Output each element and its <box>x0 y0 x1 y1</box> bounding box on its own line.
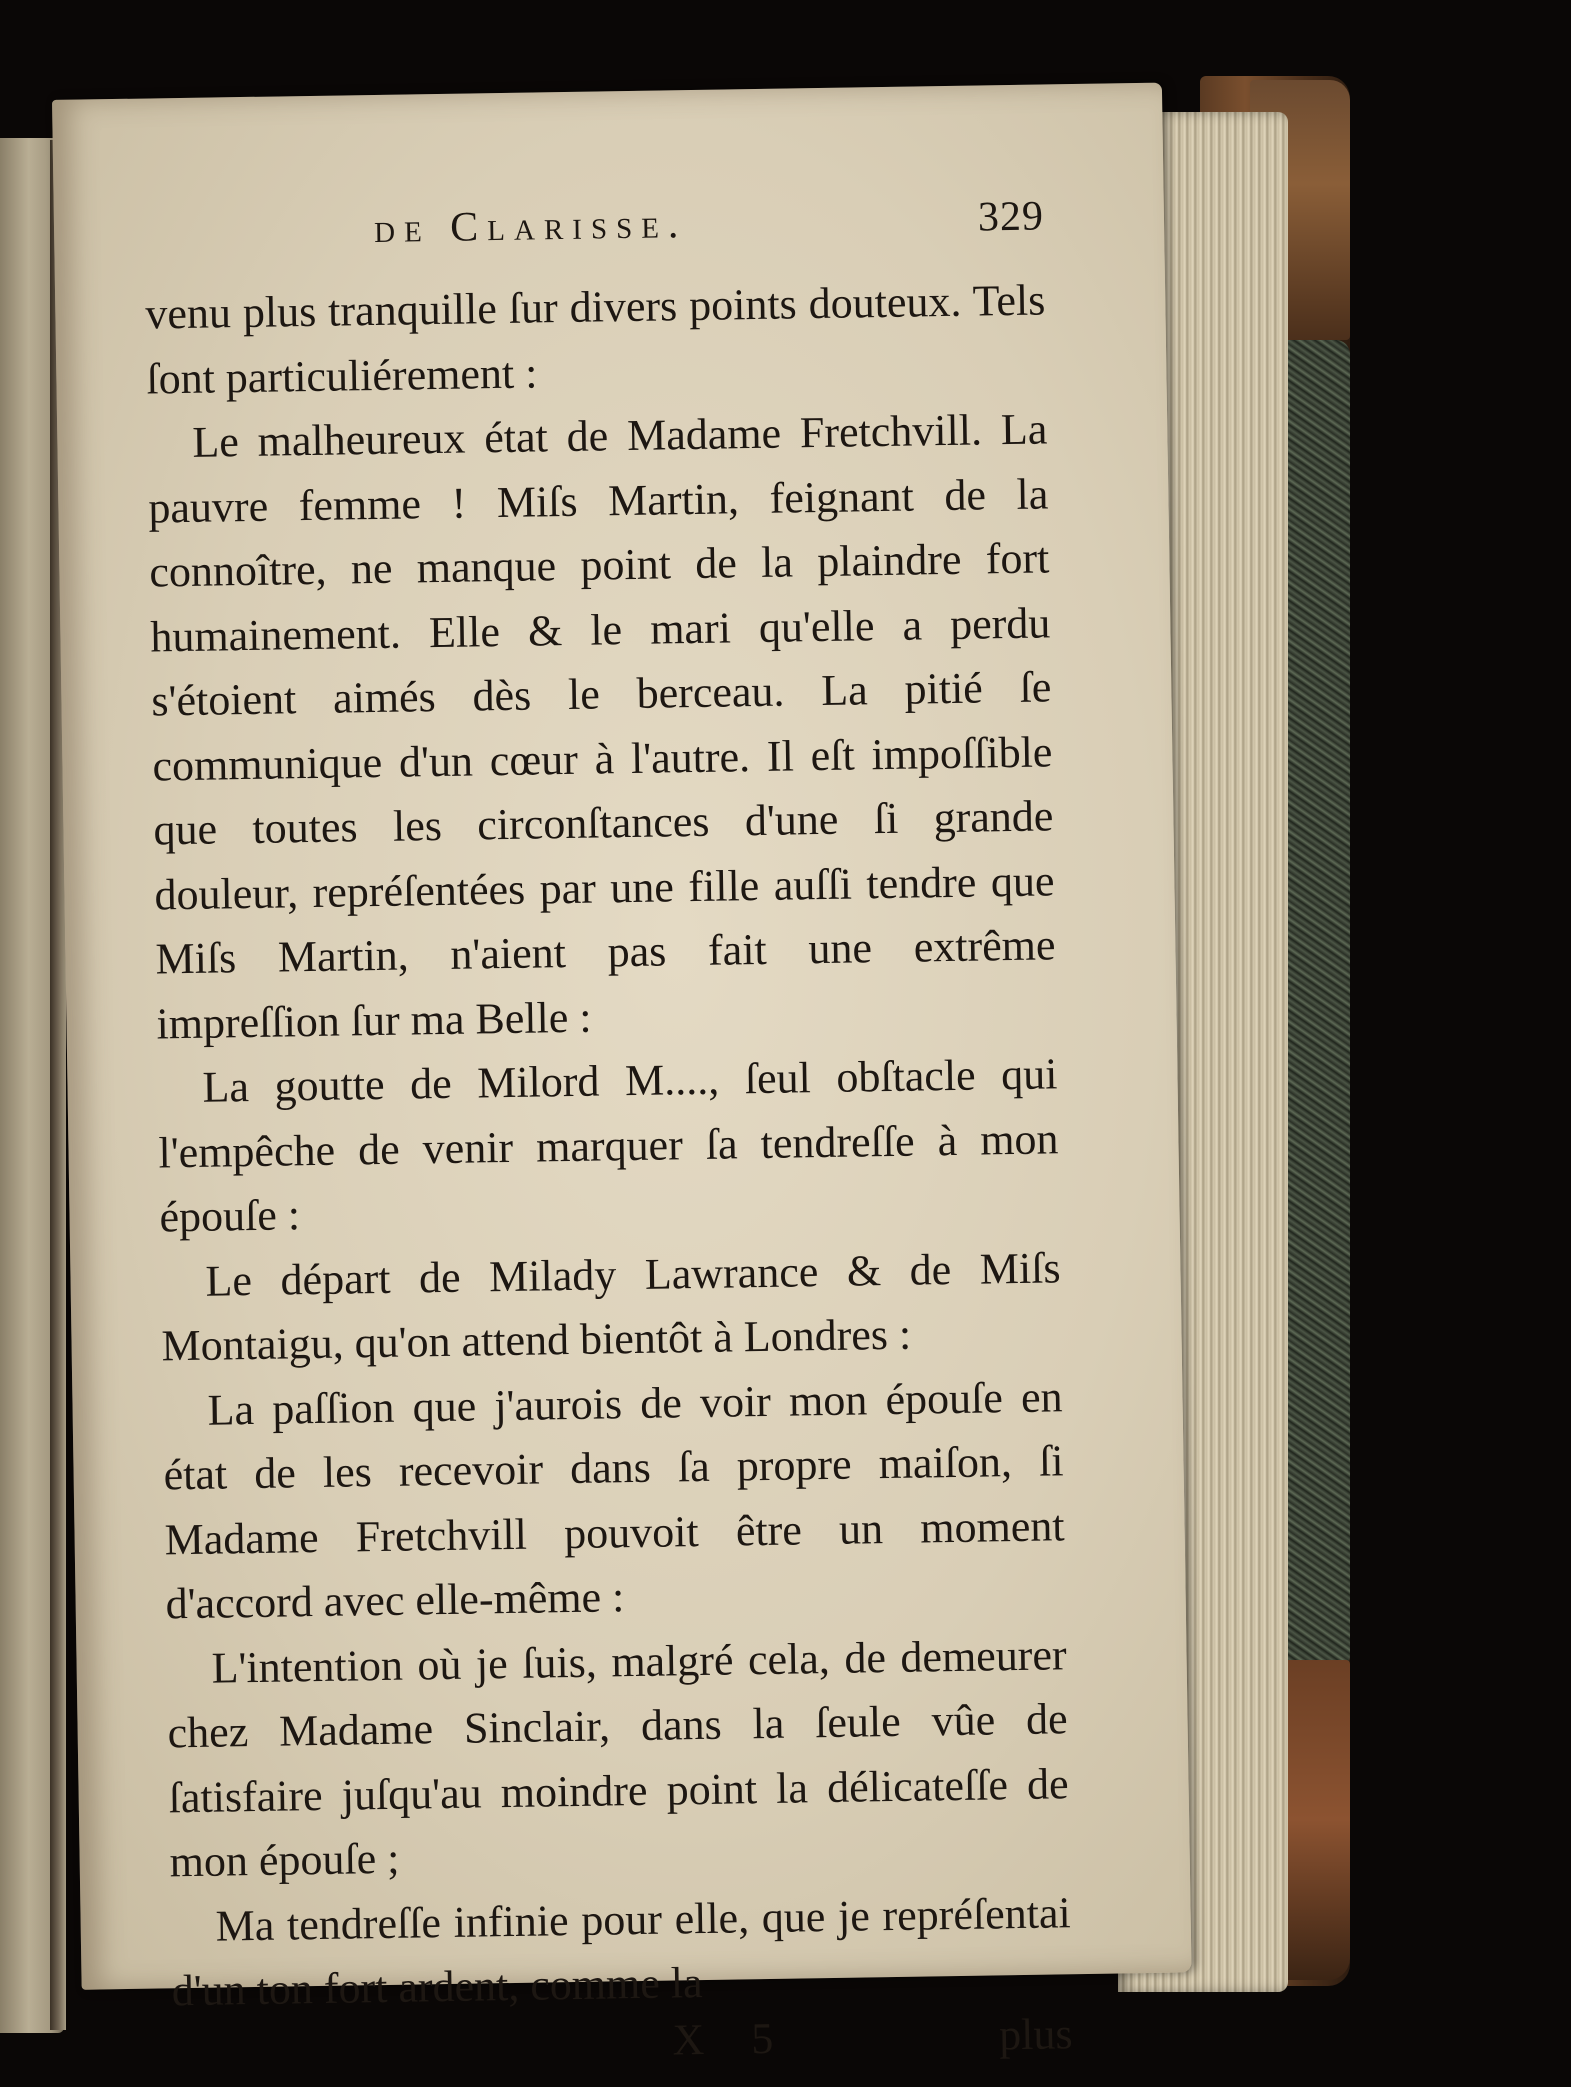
page-header <box>143 174 1044 278</box>
paragraph: La paſſion que j'aurois de voir mon épouſe en état de les recevoir dans ſa propre maiſon, ſi Madame Fretchvill pouvoit être un moment d'accord avec elle-même : <box>163 1371 1065 1629</box>
paragraph: Ma tendreſſe infinie pour elle, que je repréſentai d'un ton fort ardent, comme la <box>171 1887 1071 2016</box>
page-number: 329 <box>977 193 1045 241</box>
page-text-block <box>143 174 1073 2085</box>
paragraph: Le départ de Milady Lawrance & de Miſs Montaigu, qu'on attend bientôt à Londres : <box>161 1242 1061 1371</box>
catchword: plus <box>998 2008 1073 2059</box>
paragraph: Le malheureux état de Madame Fretchvill. La pauvre femme ! Miſs Martin, feignant de la connoître, ne manque point de la plaindre fort humainement. Elle & le mari qu'elle a perdu s'étoient aimés dès le berceau. La pitié ſe communique d'un cœur à l'autre. Il eſt impoſſible que toutes les circonſtances d'une ſi grande douleur, repréſentées par une fille auſſi tendre que Miſs Martin, n'aient pas fait une extrême impreſſion ſur ma Belle : <box>148 404 1056 1048</box>
signature-mark: X 5 <box>672 2013 792 2064</box>
paragraph: L'intention où je ſuis, malgré cela, de demeurer chez Madame Sinclair, dans la ſeule vûe de ſatisfaire juſqu'au moindre point la délicateſſe de mon épouſe ; <box>167 1629 1069 1887</box>
running-title: de Clarisse. <box>373 201 688 252</box>
body-text <box>145 268 1072 2023</box>
paragraph: La goutte de Milord M...., ſeul obſtacle qui l'empêche de venir marquer ſa tendreſſe à mon épouſe : <box>158 1049 1059 1242</box>
paragraph: venu plus tranquille ſur divers points douteux. Tels ſont particuliérement : <box>144 275 1046 404</box>
book-page <box>52 83 1192 2064</box>
page-footer <box>172 2008 1073 2086</box>
